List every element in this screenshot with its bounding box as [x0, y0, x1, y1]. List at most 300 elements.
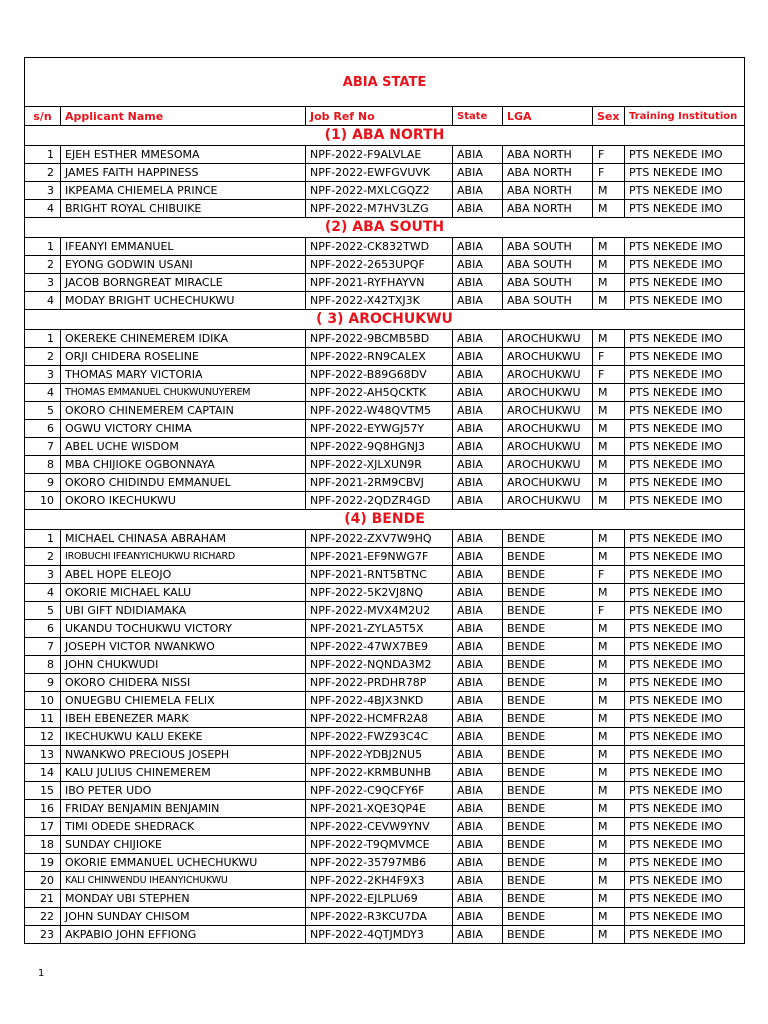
state: ABIA: [453, 146, 503, 164]
lga: BENDE: [503, 890, 593, 908]
training-institution: PTS NEKEDE IMO: [625, 366, 745, 384]
job-ref-no: NPF-2022-2653UPQF: [306, 256, 453, 274]
job-ref-no: NPF-2022-HCMFR2A8: [306, 710, 453, 728]
training-institution: PTS NEKEDE IMO: [625, 348, 745, 366]
row-sn: 6: [25, 420, 61, 438]
table-row: [25, 584, 745, 602]
training-institution: PTS NEKEDE IMO: [625, 456, 745, 474]
table-row: [25, 638, 745, 656]
sex: M: [593, 782, 625, 800]
training-institution: PTS NEKEDE IMO: [625, 692, 745, 710]
lga: ABA SOUTH: [503, 256, 593, 274]
row-sn: 4: [25, 200, 61, 218]
applicant-name: IROBUCHI IFEANYICHUKWU RICHARD: [61, 548, 306, 566]
state: ABIA: [453, 764, 503, 782]
section-heading-row: [25, 310, 745, 330]
training-institution: PTS NEKEDE IMO: [625, 746, 745, 764]
training-institution: PTS NEKEDE IMO: [625, 674, 745, 692]
job-ref-no: NPF-2022-EWFGVUVK: [306, 164, 453, 182]
sex: M: [593, 656, 625, 674]
sex: M: [593, 638, 625, 656]
training-institution: PTS NEKEDE IMO: [625, 818, 745, 836]
page-number: 1: [38, 968, 45, 979]
row-sn: 10: [25, 692, 61, 710]
training-institution: PTS NEKEDE IMO: [625, 182, 745, 200]
section-heading: (1) ABA NORTH: [25, 126, 745, 146]
sex: M: [593, 402, 625, 420]
row-sn: 7: [25, 638, 61, 656]
job-ref-no: NPF-2022-KRMBUNHB: [306, 764, 453, 782]
job-ref-no: NPF-2022-T9QMVMCE: [306, 836, 453, 854]
state: ABIA: [453, 200, 503, 218]
training-institution: PTS NEKEDE IMO: [625, 238, 745, 256]
table-row: [25, 438, 745, 456]
lga: BENDE: [503, 602, 593, 620]
training-institution: PTS NEKEDE IMO: [625, 200, 745, 218]
lga: BENDE: [503, 548, 593, 566]
row-sn: 17: [25, 818, 61, 836]
table-row: [25, 330, 745, 348]
job-ref-no: NPF-2022-CEVW9YNV: [306, 818, 453, 836]
row-sn: 3: [25, 566, 61, 584]
job-ref-no: NPF-2022-B89G68DV: [306, 366, 453, 384]
sex: M: [593, 456, 625, 474]
column-header-lga: LGA: [503, 107, 593, 126]
table-row: [25, 292, 745, 310]
row-sn: 2: [25, 256, 61, 274]
section-heading: ( 3) AROCHUKWU: [25, 310, 745, 330]
table-row: [25, 782, 745, 800]
applicant-name: MICHAEL CHINASA ABRAHAM: [61, 530, 306, 548]
sex: M: [593, 420, 625, 438]
applicant-name: ABEL UCHE WISDOM: [61, 438, 306, 456]
applicant-name: MODAY BRIGHT UCHECHUKWU: [61, 292, 306, 310]
row-sn: 20: [25, 872, 61, 890]
training-institution: PTS NEKEDE IMO: [625, 330, 745, 348]
table-row: [25, 890, 745, 908]
applicant-name: IKECHUKWU KALU EKEKE: [61, 728, 306, 746]
job-ref-no: NPF-2021-ZYLA5T5X: [306, 620, 453, 638]
state: ABIA: [453, 402, 503, 420]
lga: AROCHUKWU: [503, 366, 593, 384]
applicant-name: OKORO IKECHUKWU: [61, 492, 306, 510]
sex: M: [593, 854, 625, 872]
job-ref-no: NPF-2022-4QTJMDY3: [306, 926, 453, 944]
sex: M: [593, 728, 625, 746]
row-sn: 23: [25, 926, 61, 944]
row-sn: 9: [25, 474, 61, 492]
row-sn: 15: [25, 782, 61, 800]
applicant-name: MBA CHIJIOKE OGBONNAYA: [61, 456, 306, 474]
row-sn: 2: [25, 348, 61, 366]
applicant-name: BRIGHT ROYAL CHIBUIKE: [61, 200, 306, 218]
state: ABIA: [453, 710, 503, 728]
lga: AROCHUKWU: [503, 348, 593, 366]
sex: M: [593, 548, 625, 566]
table-row: [25, 348, 745, 366]
section-heading-row: [25, 126, 745, 146]
training-institution: PTS NEKEDE IMO: [625, 438, 745, 456]
row-sn: 1: [25, 146, 61, 164]
lga: BENDE: [503, 566, 593, 584]
column-header-state: State: [453, 107, 503, 126]
training-institution: PTS NEKEDE IMO: [625, 584, 745, 602]
applicant-name: FRIDAY BENJAMIN BENJAMIN: [61, 800, 306, 818]
applicant-name: EJEH ESTHER MMESOMA: [61, 146, 306, 164]
sex: F: [593, 566, 625, 584]
lga: BENDE: [503, 620, 593, 638]
section-heading-row: [25, 510, 745, 530]
job-ref-no: NPF-2021-2RM9CBVJ: [306, 474, 453, 492]
sex: M: [593, 238, 625, 256]
row-sn: 11: [25, 710, 61, 728]
table-row: [25, 764, 745, 782]
table-row: [25, 530, 745, 548]
row-sn: 1: [25, 238, 61, 256]
applicant-name: SUNDAY CHIJIOKE: [61, 836, 306, 854]
state: ABIA: [453, 638, 503, 656]
row-sn: 4: [25, 292, 61, 310]
applicant-name: NWANKWO PRECIOUS JOSEPH: [61, 746, 306, 764]
job-ref-no: NPF-2022-YDBJ2NU5: [306, 746, 453, 764]
lga: BENDE: [503, 782, 593, 800]
lga: BENDE: [503, 854, 593, 872]
sex: M: [593, 890, 625, 908]
lga: BENDE: [503, 638, 593, 656]
state: ABIA: [453, 420, 503, 438]
row-sn: 3: [25, 274, 61, 292]
job-ref-no: NPF-2022-5K2VJ8NQ: [306, 584, 453, 602]
row-sn: 8: [25, 456, 61, 474]
state: ABIA: [453, 348, 503, 366]
job-ref-no: NPF-2021-XQE3QP4E: [306, 800, 453, 818]
applicant-name: IBO PETER UDO: [61, 782, 306, 800]
row-sn: 18: [25, 836, 61, 854]
applicant-name: OGWU VICTORY CHIMA: [61, 420, 306, 438]
state: ABIA: [453, 238, 503, 256]
state: ABIA: [453, 692, 503, 710]
row-sn: 4: [25, 384, 61, 402]
row-sn: 4: [25, 584, 61, 602]
job-ref-no: NPF-2022-2KH4F9X3: [306, 872, 453, 890]
sex: F: [593, 348, 625, 366]
row-sn: 9: [25, 674, 61, 692]
state: ABIA: [453, 164, 503, 182]
applicant-name: MONDAY UBI STEPHEN: [61, 890, 306, 908]
lga: ABA NORTH: [503, 182, 593, 200]
state: ABIA: [453, 818, 503, 836]
training-institution: PTS NEKEDE IMO: [625, 710, 745, 728]
row-sn: 21: [25, 890, 61, 908]
sex: M: [593, 908, 625, 926]
job-ref-no: NPF-2022-9BCMB5BD: [306, 330, 453, 348]
table-row: [25, 402, 745, 420]
applicant-name: AKPABIO JOHN EFFIONG: [61, 926, 306, 944]
table-row: [25, 872, 745, 890]
table-row: [25, 146, 745, 164]
lga: ABA SOUTH: [503, 238, 593, 256]
table-row: [25, 182, 745, 200]
table-row: [25, 602, 745, 620]
job-ref-no: NPF-2022-ZXV7W9HQ: [306, 530, 453, 548]
applicant-name: KALU JULIUS CHINEMEREM: [61, 764, 306, 782]
state: ABIA: [453, 330, 503, 348]
applicant-name: JAMES FAITH HAPPINESS: [61, 164, 306, 182]
sex: M: [593, 584, 625, 602]
state: ABIA: [453, 566, 503, 584]
sex: M: [593, 274, 625, 292]
state: ABIA: [453, 366, 503, 384]
sex: M: [593, 836, 625, 854]
job-ref-no: NPF-2022-NQNDA3M2: [306, 656, 453, 674]
applicant-table: [24, 57, 745, 944]
state: ABIA: [453, 854, 503, 872]
sex: M: [593, 800, 625, 818]
training-institution: PTS NEKEDE IMO: [625, 274, 745, 292]
sex: M: [593, 438, 625, 456]
state: ABIA: [453, 256, 503, 274]
row-sn: 5: [25, 402, 61, 420]
table-row: [25, 674, 745, 692]
column-header-training-institution: Training Institution: [625, 107, 745, 126]
training-institution: PTS NEKEDE IMO: [625, 146, 745, 164]
applicant-name: JOHN CHUKWUDI: [61, 656, 306, 674]
state: ABIA: [453, 620, 503, 638]
row-sn: 2: [25, 164, 61, 182]
column-header-sn: s/n: [25, 107, 61, 126]
sex: M: [593, 200, 625, 218]
job-ref-no: NPF-2022-EYWGJ57Y: [306, 420, 453, 438]
section-heading: (2) ABA SOUTH: [25, 218, 745, 238]
training-institution: PTS NEKEDE IMO: [625, 602, 745, 620]
state: ABIA: [453, 728, 503, 746]
lga: BENDE: [503, 746, 593, 764]
lga: BENDE: [503, 710, 593, 728]
sex: M: [593, 474, 625, 492]
table-row: [25, 854, 745, 872]
job-ref-no: NPF-2022-35797MB6: [306, 854, 453, 872]
lga: BENDE: [503, 656, 593, 674]
table-row: [25, 238, 745, 256]
state: ABIA: [453, 782, 503, 800]
job-ref-no: NPF-2022-CK832TWD: [306, 238, 453, 256]
applicant-name: UBI GIFT NDIDIAMAKA: [61, 602, 306, 620]
applicant-name: THOMAS MARY VICTORIA: [61, 366, 306, 384]
table-row: [25, 620, 745, 638]
table-row: [25, 366, 745, 384]
row-sn: 13: [25, 746, 61, 764]
job-ref-no: NPF-2022-PRDHR78P: [306, 674, 453, 692]
job-ref-no: NPF-2022-XJLXUN9R: [306, 456, 453, 474]
lga: AROCHUKWU: [503, 438, 593, 456]
lga: BENDE: [503, 674, 593, 692]
state: ABIA: [453, 384, 503, 402]
job-ref-no: NPF-2022-M7HV3LZG: [306, 200, 453, 218]
table-row: [25, 420, 745, 438]
table-row: [25, 746, 745, 764]
training-institution: PTS NEKEDE IMO: [625, 638, 745, 656]
page-title: ABIA STATE: [25, 58, 745, 107]
table-row: [25, 256, 745, 274]
applicant-name: OKEREKE CHINEMEREM IDIKA: [61, 330, 306, 348]
table-row: [25, 836, 745, 854]
sex: M: [593, 746, 625, 764]
state: ABIA: [453, 492, 503, 510]
sex: M: [593, 530, 625, 548]
sex: M: [593, 818, 625, 836]
applicant-name: TIMI ODEDE SHEDRACK: [61, 818, 306, 836]
state: ABIA: [453, 746, 503, 764]
job-ref-no: NPF-2022-9Q8HGNJ3: [306, 438, 453, 456]
training-institution: PTS NEKEDE IMO: [625, 872, 745, 890]
state: ABIA: [453, 872, 503, 890]
training-institution: PTS NEKEDE IMO: [625, 256, 745, 274]
lga: BENDE: [503, 908, 593, 926]
sex: M: [593, 692, 625, 710]
row-sn: 14: [25, 764, 61, 782]
lga: ABA NORTH: [503, 200, 593, 218]
job-ref-no: NPF-2021-RYFHAYVN: [306, 274, 453, 292]
row-sn: 19: [25, 854, 61, 872]
applicant-name: OKORO CHINEMEREM CAPTAIN: [61, 402, 306, 420]
lga: AROCHUKWU: [503, 456, 593, 474]
applicant-name: JOHN SUNDAY CHISOM: [61, 908, 306, 926]
row-sn: 1: [25, 530, 61, 548]
table-row: [25, 456, 745, 474]
row-sn: 16: [25, 800, 61, 818]
job-ref-no: NPF-2022-MVX4M2U2: [306, 602, 453, 620]
applicant-name: EYONG GODWIN USANI: [61, 256, 306, 274]
row-sn: 10: [25, 492, 61, 510]
applicant-name: UKANDU TOCHUKWU VICTORY: [61, 620, 306, 638]
training-institution: PTS NEKEDE IMO: [625, 836, 745, 854]
lga: BENDE: [503, 818, 593, 836]
applicant-name: OKORO CHIDERA NISSI: [61, 674, 306, 692]
applicant-name: IKPEAMA CHIEMELA PRINCE: [61, 182, 306, 200]
table-row: [25, 728, 745, 746]
row-sn: 8: [25, 656, 61, 674]
job-ref-no: NPF-2021-RNT5BTNC: [306, 566, 453, 584]
training-institution: PTS NEKEDE IMO: [625, 384, 745, 402]
state: ABIA: [453, 292, 503, 310]
table-body: [25, 58, 745, 944]
sex: M: [593, 256, 625, 274]
lga: BENDE: [503, 692, 593, 710]
row-sn: 6: [25, 620, 61, 638]
sex: M: [593, 872, 625, 890]
sex: F: [593, 366, 625, 384]
table-row: [25, 492, 745, 510]
state: ABIA: [453, 602, 503, 620]
state: ABIA: [453, 548, 503, 566]
job-ref-no: NPF-2022-EJLPLU69: [306, 890, 453, 908]
table-row: [25, 908, 745, 926]
sex: F: [593, 602, 625, 620]
applicant-name: OKORIE MICHAEL KALU: [61, 584, 306, 602]
row-sn: 7: [25, 438, 61, 456]
job-ref-no: NPF-2022-MXLCGQZ2: [306, 182, 453, 200]
training-institution: PTS NEKEDE IMO: [625, 620, 745, 638]
sex: M: [593, 182, 625, 200]
sex: M: [593, 926, 625, 944]
applicant-name: ABEL HOPE ELEOJO: [61, 566, 306, 584]
training-institution: PTS NEKEDE IMO: [625, 420, 745, 438]
lga: AROCHUKWU: [503, 384, 593, 402]
state: ABIA: [453, 656, 503, 674]
lga: BENDE: [503, 800, 593, 818]
state: ABIA: [453, 456, 503, 474]
lga: AROCHUKWU: [503, 492, 593, 510]
job-ref-no: NPF-2022-RN9CALEX: [306, 348, 453, 366]
applicant-name: OKORO CHIDINDU EMMANUEL: [61, 474, 306, 492]
row-sn: 2: [25, 548, 61, 566]
lga: AROCHUKWU: [503, 330, 593, 348]
state: ABIA: [453, 800, 503, 818]
job-ref-no: NPF-2022-FWZ93C4C: [306, 728, 453, 746]
job-ref-no: NPF-2022-47WX7BE9: [306, 638, 453, 656]
table-row: [25, 800, 745, 818]
applicant-name: ONUEGBU CHIEMELA FELIX: [61, 692, 306, 710]
lga: BENDE: [503, 530, 593, 548]
state: ABIA: [453, 474, 503, 492]
training-institution: PTS NEKEDE IMO: [625, 926, 745, 944]
job-ref-no: NPF-2022-F9ALVLAE: [306, 146, 453, 164]
job-ref-no: NPF-2022-R3KCU7DA: [306, 908, 453, 926]
sex: M: [593, 330, 625, 348]
lga: BENDE: [503, 728, 593, 746]
applicant-name: IBEH EBENEZER MARK: [61, 710, 306, 728]
column-header-applicant-name: Applicant Name: [61, 107, 306, 126]
lga: ABA SOUTH: [503, 292, 593, 310]
table-row: [25, 384, 745, 402]
table-row: [25, 710, 745, 728]
table-row: [25, 566, 745, 584]
lga: BENDE: [503, 926, 593, 944]
training-institution: PTS NEKEDE IMO: [625, 728, 745, 746]
job-ref-no: NPF-2022-2QDZR4GD: [306, 492, 453, 510]
column-header-sex: Sex: [593, 107, 625, 126]
sex: M: [593, 384, 625, 402]
row-sn: 3: [25, 366, 61, 384]
training-institution: PTS NEKEDE IMO: [625, 908, 745, 926]
header-row: [25, 107, 745, 126]
training-institution: PTS NEKEDE IMO: [625, 566, 745, 584]
table-row: [25, 548, 745, 566]
state: ABIA: [453, 836, 503, 854]
training-institution: PTS NEKEDE IMO: [625, 782, 745, 800]
state: ABIA: [453, 926, 503, 944]
training-institution: PTS NEKEDE IMO: [625, 164, 745, 182]
state: ABIA: [453, 674, 503, 692]
applicant-name: JOSEPH VICTOR NWANKWO: [61, 638, 306, 656]
training-institution: PTS NEKEDE IMO: [625, 530, 745, 548]
sex: M: [593, 492, 625, 510]
sex: M: [593, 710, 625, 728]
row-sn: 5: [25, 602, 61, 620]
section-heading: (4) BENDE: [25, 510, 745, 530]
applicant-name: OKORIE EMMANUEL UCHECHUKWU: [61, 854, 306, 872]
table-row: [25, 692, 745, 710]
state: ABIA: [453, 530, 503, 548]
sex: F: [593, 146, 625, 164]
title-row: [25, 58, 745, 107]
state: ABIA: [453, 274, 503, 292]
table-row: [25, 200, 745, 218]
applicant-name: IFEANYI EMMANUEL: [61, 238, 306, 256]
training-institution: PTS NEKEDE IMO: [625, 800, 745, 818]
state: ABIA: [453, 438, 503, 456]
applicant-name: JACOB BORNGREAT MIRACLE: [61, 274, 306, 292]
